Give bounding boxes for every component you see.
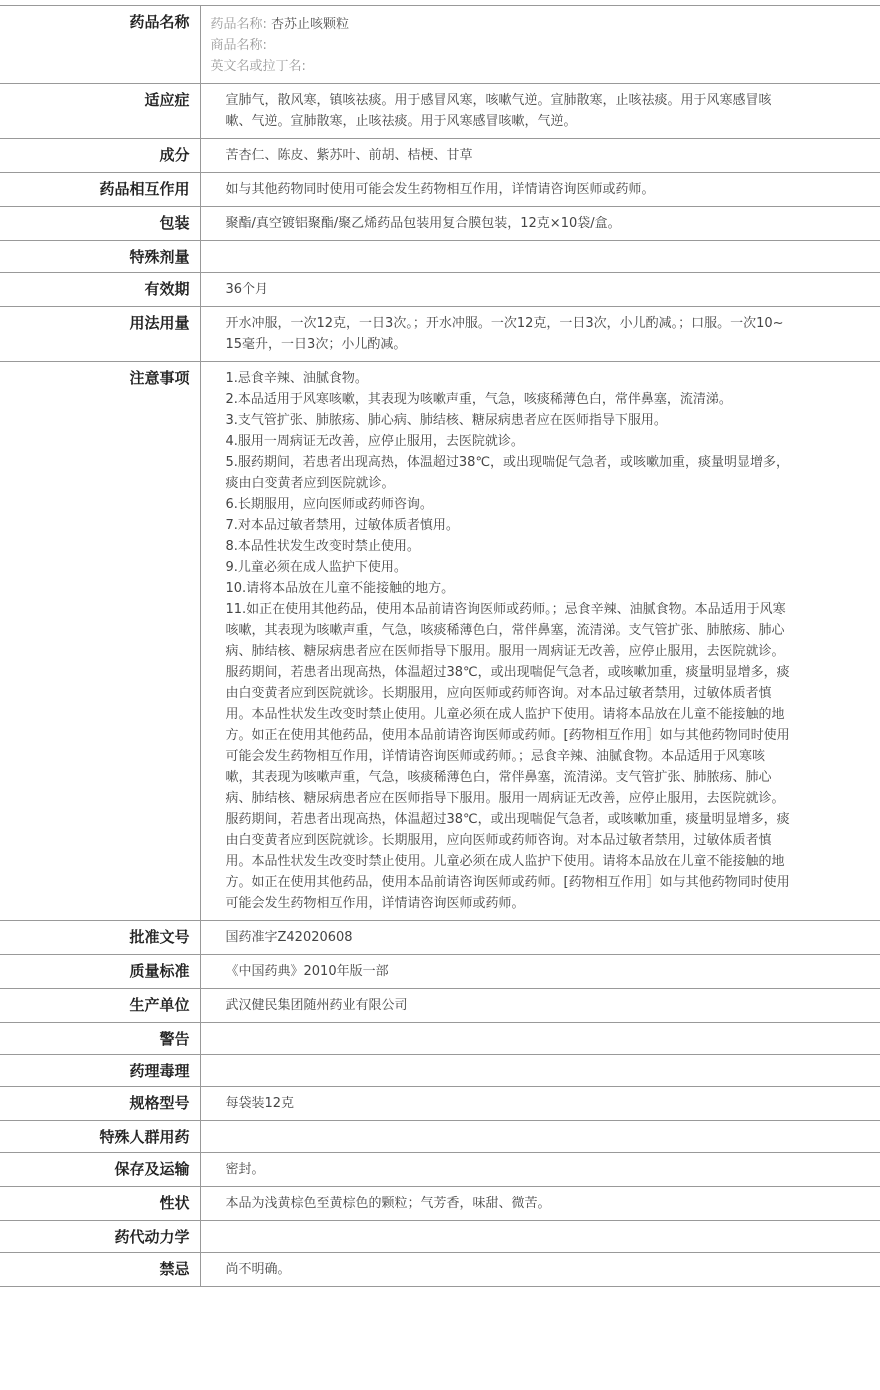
value-storage: 密封。 xyxy=(200,1153,880,1187)
label-precautions: 注意事项 xyxy=(0,362,200,921)
row-ingredients xyxy=(0,139,880,173)
label-pharmacokinetics: 药代动力学 xyxy=(0,1221,200,1253)
row-indication xyxy=(0,84,880,139)
label-validity: 有效期 xyxy=(0,273,200,307)
row-special-dose xyxy=(0,241,880,273)
row-appearance xyxy=(0,1187,880,1221)
value-appearance: 本品为浅黄棕色至黄棕色的颗粒；气芳香，味甜、微苦。 xyxy=(200,1187,880,1221)
english-name-line xyxy=(211,56,861,77)
value-toxicology xyxy=(200,1055,880,1087)
value-special-population xyxy=(200,1121,880,1153)
value-manufacturer: 武汉健民集团随州药业有限公司 xyxy=(200,989,880,1023)
label-special-dose: 特殊剂量 xyxy=(0,241,200,273)
trade-name-line xyxy=(211,35,861,56)
precaution-item: 11.如正在使用其他药品，使用本品前请咨询医师或药师。；忌食辛辣、油腻食物。本品适用于风寒咳嗽，其表现为咳嗽声重，气急，咳痰稀薄色白，常伴鼻塞，流清涕。支气管扩张、肺脓疡、肺心病、肺结核、糖尿病患者应在医师指导下服用。服用一周病证无改善，应停止服用，去医院就诊。服药期间，若患者出现高热，体温超过38℃，或出现喘促气急者，或咳嗽加重，痰量明显增多，痰由白变黄者应到医院就诊。长期服用，应向医师或药师咨询。对本品过敏者禁用，过敏体质者慎用。本品性状发生改变时禁止使用。儿童必须在成人监护下使用。请将本品放在儿童不能接触的地方。如正在使用其他药品，使用本品前请咨询医师或药师。[药物相互作用］如与其他药物同时使用可能会发生药物相互作用，详情请咨询医师或药师。；忌食辛辣、油腻食物。本品适用于风寒咳嗽，其表现为咳嗽声重，气急，咳痰稀薄色白，常伴鼻塞，流清涕。支气管扩张、肺脓疡、肺心病、肺结核、糖尿病患者应在医师指导下服用。服用一周病证无改善，应停止服用，去医院就诊。服药期间，若患者出现高热，体温超过38℃，或出现喘促气急者，或咳嗽加重，痰量明显增多，痰由白变黄者应到医院就诊。长期服用，应向医师或药师咨询。对本品过敏者禁用，过敏体质者慎用。本品性状发生改变时禁止使用。儿童必须在成人监护下使用。请将本品放在儿童不能接触的地方。如正在使用其他药品，使用本品前请咨询医师或药师。[药物相互作用］如与其他药物同时使用可能会发生药物相互作用，详情请咨询医师或药师。 xyxy=(225,602,790,911)
value-drug-name xyxy=(200,6,880,84)
label-manufacturer: 生产单位 xyxy=(0,989,200,1023)
row-specification xyxy=(0,1087,880,1121)
english-name-label: 英文名或拉丁名: xyxy=(210,59,306,74)
row-package xyxy=(0,207,880,241)
row-manufacturer xyxy=(0,989,880,1023)
row-usage xyxy=(0,307,880,362)
drug-spec-table xyxy=(0,5,880,1287)
value-validity: 36个月 xyxy=(200,273,880,307)
value-specification: 每袋装12克 xyxy=(200,1087,880,1121)
precaution-item: 10.请将本品放在儿童不能接触的地方。 xyxy=(225,581,455,596)
row-precautions xyxy=(0,362,880,921)
label-special-population: 特殊人群用药 xyxy=(0,1121,200,1153)
row-toxicology xyxy=(0,1055,880,1087)
label-standard: 质量标准 xyxy=(0,955,200,989)
row-pharmacokinetics xyxy=(0,1221,880,1253)
row-drug-name xyxy=(0,6,880,84)
label-interaction: 药品相互作用 xyxy=(0,173,200,207)
generic-name-label: 药品名称: xyxy=(210,17,267,32)
row-special-population xyxy=(0,1121,880,1153)
value-ingredients: 苦杏仁、陈皮、紫苏叶、前胡、桔梗、甘草 xyxy=(200,139,880,173)
generic-name-value: 杏苏止咳颗粒 xyxy=(271,17,350,32)
row-contraindications xyxy=(0,1253,880,1287)
value-approval: 国药准字Z42020608 xyxy=(200,921,880,955)
row-interaction xyxy=(0,173,880,207)
value-contraindications: 尚不明确。 xyxy=(200,1253,880,1287)
value-indication: 宣肺气，散风寒，镇咳祛痰。用于感冒风寒，咳嗽气逆。宣肺散寒，止咳祛痰。用于风寒感冒咳嗽、气逆。宣肺散寒，止咳祛痰。用于风寒感冒咳嗽，气逆。 xyxy=(200,84,880,139)
label-drug-name: 药品名称 xyxy=(0,6,200,84)
label-toxicology: 药理毒理 xyxy=(0,1055,200,1087)
value-precautions xyxy=(200,362,880,921)
precaution-item: 6.长期服用，应向医师或药师咨询。 xyxy=(225,497,433,512)
precaution-item: 3.支气管扩张、肺脓疡、肺心病、肺结核、糖尿病患者应在医师指导下服用。 xyxy=(225,413,667,428)
row-storage xyxy=(0,1153,880,1187)
value-pharmacokinetics xyxy=(200,1221,880,1253)
precaution-item: 1.忌食辛辣、油腻食物。 xyxy=(225,371,368,386)
value-warning xyxy=(200,1023,880,1055)
precaution-item: 4.服用一周病证无改善，应停止服用，去医院就诊。 xyxy=(225,434,524,449)
value-package: 聚酯/真空镀铝聚酯/聚乙烯药品包装用复合膜包装，12克×10袋/盒。 xyxy=(200,207,880,241)
row-validity xyxy=(0,273,880,307)
label-appearance: 性状 xyxy=(0,1187,200,1221)
row-approval xyxy=(0,921,880,955)
precaution-item: 7.对本品过敏者禁用，过敏体质者慎用。 xyxy=(225,518,459,533)
row-standard xyxy=(0,955,880,989)
value-special-dose xyxy=(200,241,880,273)
precaution-item: 5.服药期间，若患者出现高热，体温超过38℃，或出现喘促气急者，或咳嗽加重，痰量明显增多，痰由白变黄者应到医院就诊。 xyxy=(225,455,790,491)
generic-name-line xyxy=(211,14,861,35)
precaution-item: 9.儿童必须在成人监护下使用。 xyxy=(225,560,407,575)
label-ingredients: 成分 xyxy=(0,139,200,173)
label-warning: 警告 xyxy=(0,1023,200,1055)
trade-name-label: 商品名称: xyxy=(210,38,267,53)
label-specification: 规格型号 xyxy=(0,1087,200,1121)
value-standard: 《中国药典》2010年版一部 xyxy=(200,955,880,989)
label-usage: 用法用量 xyxy=(0,307,200,362)
precaution-item: 2.本品适用于风寒咳嗽，其表现为咳嗽声重，气急，咳痰稀薄色白，常伴鼻塞，流清涕。 xyxy=(225,392,732,407)
label-approval: 批准文号 xyxy=(0,921,200,955)
row-warning xyxy=(0,1023,880,1055)
label-package: 包装 xyxy=(0,207,200,241)
label-storage: 保存及运输 xyxy=(0,1153,200,1187)
value-interaction: 如与其他药物同时使用可能会发生药物相互作用，详情请咨询医师或药师。 xyxy=(200,173,880,207)
precaution-item: 8.本品性状发生改变时禁止使用。 xyxy=(225,539,420,554)
value-usage: 开水冲服，一次12克，一日3次。；开水冲服。一次12克，一日3次，小儿酌减。；口服。一次10~15毫升，一日3次；小儿酌减。 xyxy=(200,307,880,362)
label-contraindications: 禁忌 xyxy=(0,1253,200,1287)
label-indication: 适应症 xyxy=(0,84,200,139)
